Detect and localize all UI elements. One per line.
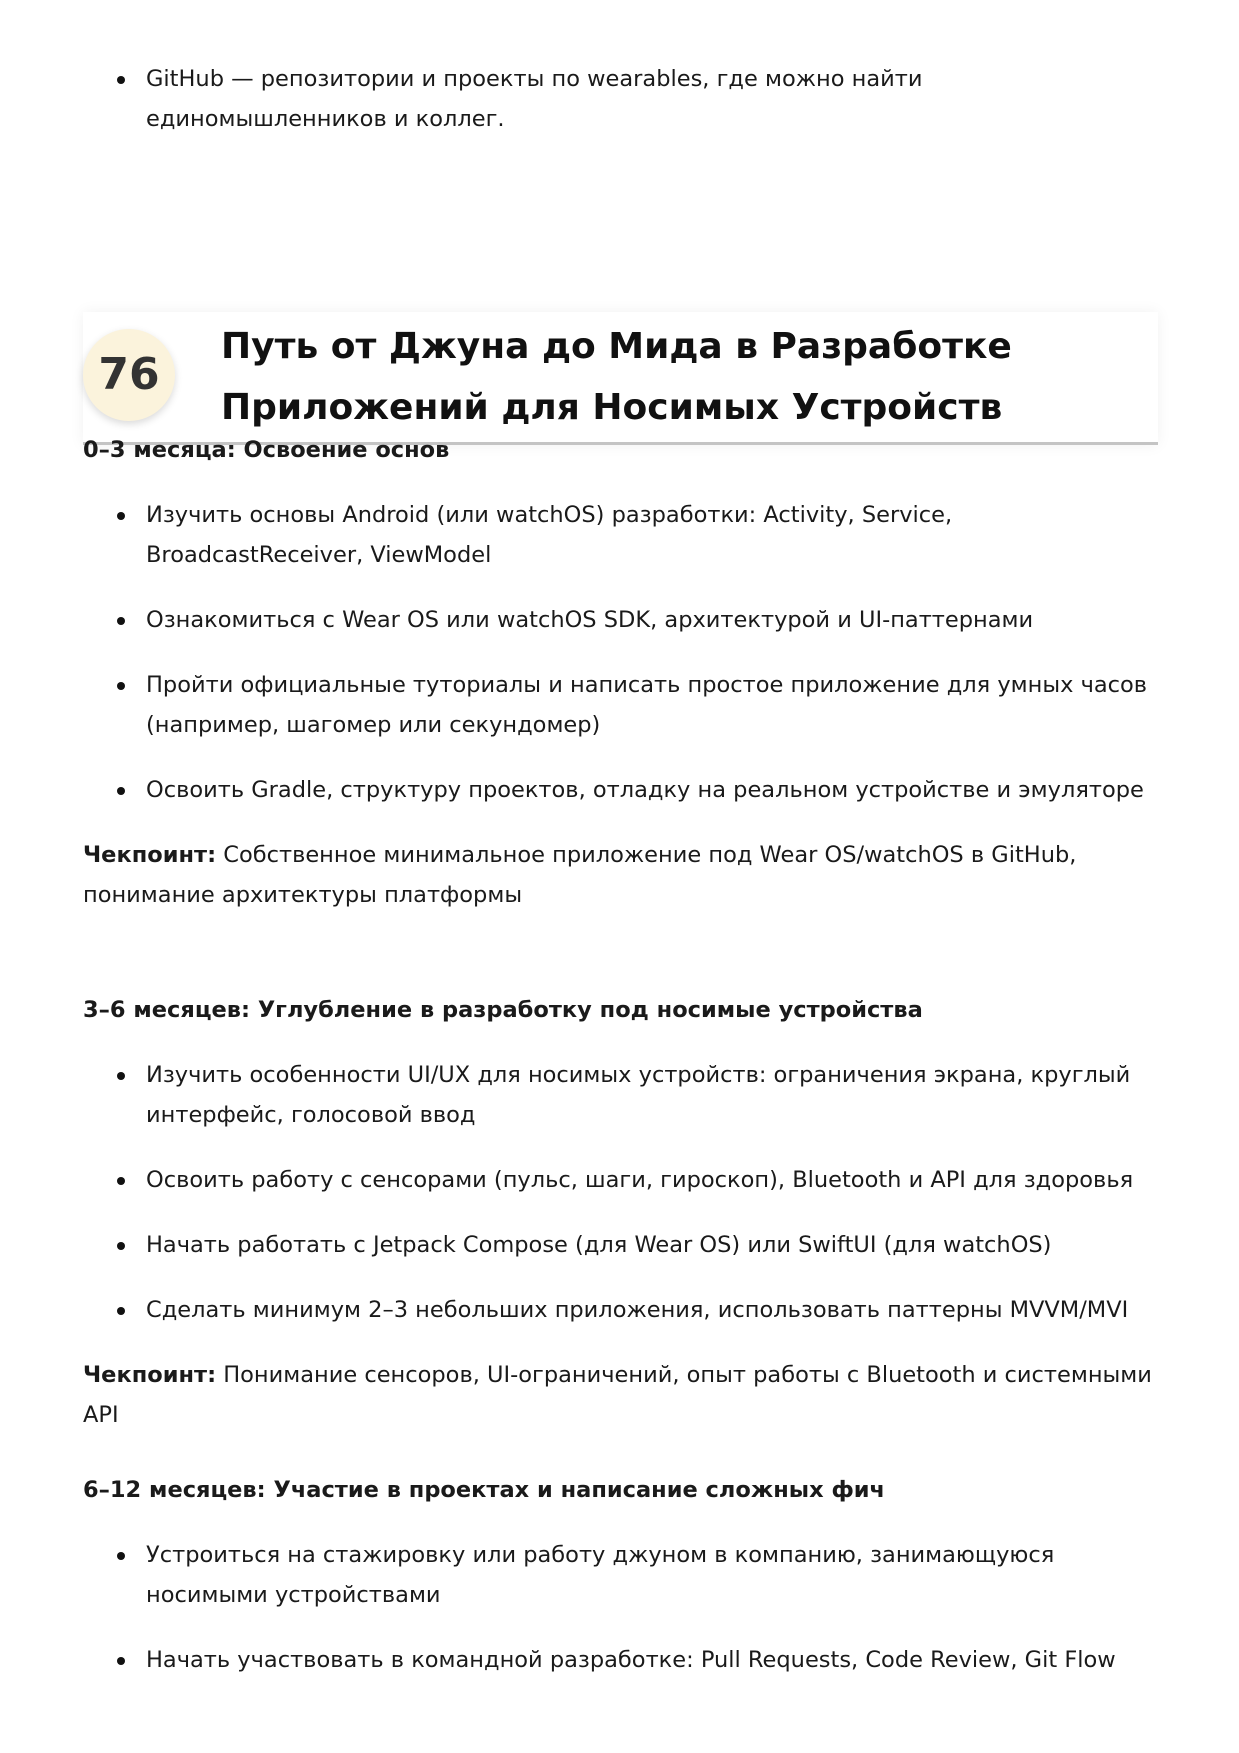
checkpoint-label: Чекпоинт: bbox=[83, 842, 217, 868]
section-0-3-months bbox=[83, 430, 1158, 915]
checkpoint bbox=[83, 835, 1158, 915]
list-item: Начать участвовать в командной разработке: Pull Requests, Code Review, Git Flow bbox=[83, 1640, 1158, 1680]
chapter-header bbox=[83, 312, 1158, 445]
list-item: Изучить основы Android (или watchOS) разработки: Activity, Service, BroadcastReceiver, ViewModel bbox=[83, 495, 1158, 575]
section-heading: 0–3 месяца: Освоение основ bbox=[83, 437, 450, 463]
list-item: Освоить Gradle, структуру проектов, отладку на реальном устройстве и эмуляторе bbox=[83, 770, 1158, 810]
section-bullet-list bbox=[83, 1535, 1158, 1680]
section-bullet-list bbox=[83, 1055, 1158, 1330]
list-item: Пройти официальные туториалы и написать простое приложение для умных часов (например, шагомер или секундомер) bbox=[83, 665, 1158, 745]
checkpoint-text: Собственное минимальное приложение под Wear OS/watchOS в GitHub, понимание архитектуры платформы bbox=[83, 842, 1077, 908]
section-heading: 6–12 месяцев: Участие в проектах и написание сложных фич bbox=[83, 1477, 885, 1503]
checkpoint-label: Чекпоинт: bbox=[83, 1362, 217, 1388]
list-item: Ознакомиться с Wear OS или watchOS SDK, архитектурой и UI-паттернами bbox=[83, 600, 1158, 640]
section-heading: 3–6 месяцев: Углубление в разработку под носимые устройства bbox=[83, 997, 923, 1023]
top-bullet-list bbox=[83, 59, 1158, 139]
list-item: Начать работать с Jetpack Compose (для Wear OS) или SwiftUI (для watchOS) bbox=[83, 1225, 1158, 1265]
section-3-6-months bbox=[83, 990, 1158, 1435]
section-bullet-list bbox=[83, 495, 1158, 810]
section-6-12-months bbox=[83, 1470, 1158, 1705]
list-item: Освоить работу с сенсорами (пульс, шаги, гироскоп), Bluetooth и API для здоровья bbox=[83, 1160, 1158, 1200]
list-item: Устроиться на стажировку или работу джуном в компанию, занимающуюся носимыми устройствами bbox=[83, 1535, 1158, 1615]
checkpoint bbox=[83, 1355, 1158, 1435]
chapter-title: Путь от Джуна до Мида в Разработке Приложений для Носимых Устройств bbox=[221, 326, 1012, 428]
list-item: GitHub — репозитории и проекты по wearables, где можно найти единомышленников и коллег. bbox=[83, 59, 1158, 139]
checkpoint-text: Понимание сенсоров, UI-ограничений, опыт работы с Bluetooth и системными API bbox=[83, 1362, 1152, 1428]
list-item: Изучить особенности UI/UX для носимых устройств: ограничения экрана, круглый интерфейс, голосовой ввод bbox=[83, 1055, 1158, 1135]
list-item: Сделать минимум 2–3 небольших приложения, использовать паттерны MVVM/MVI bbox=[83, 1290, 1158, 1330]
chapter-number-badge: 76 bbox=[83, 329, 175, 421]
